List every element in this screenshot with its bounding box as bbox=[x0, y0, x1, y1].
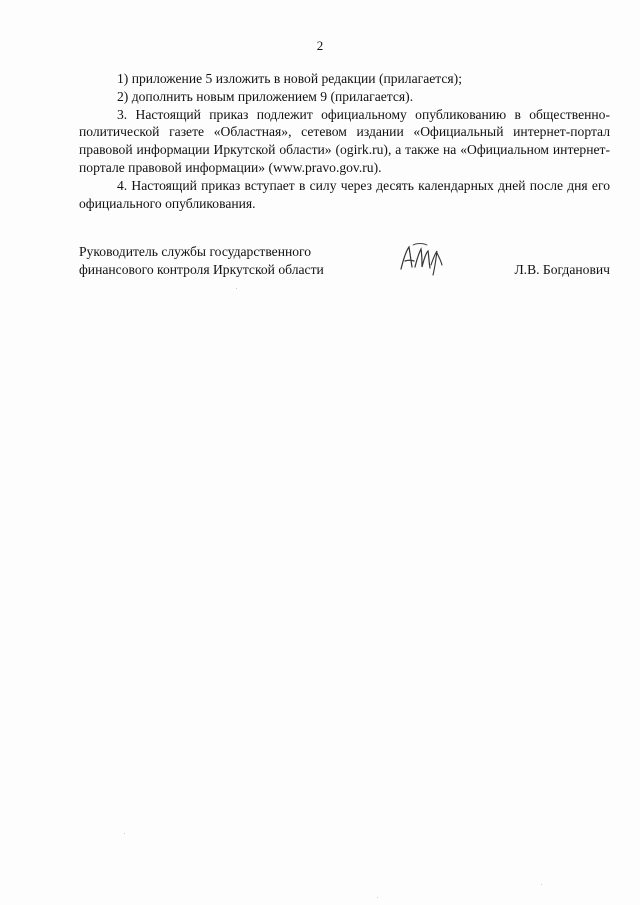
paragraph-item-1: 1) приложение 5 изложить в новой редакции (прилагается); bbox=[117, 71, 462, 86]
scan-speck bbox=[124, 833, 125, 834]
signatory-title bbox=[79, 243, 324, 279]
paragraph-publication: 3. Настоящий приказ подлежит официальному опубликованию в общественно-политической газете «Областная», сетевом издании «Официальный интернет-портал правовой информации Иркутской области» (ogirk.ru), а также на «Официальном интернет-портале правовой информации» (www.pravo.gov.ru). bbox=[79, 106, 610, 175]
document-body bbox=[79, 70, 610, 212]
scan-speck bbox=[541, 884, 542, 885]
signatory-title-line-2: финансового контроля Иркутской области bbox=[79, 262, 324, 277]
scan-speck bbox=[377, 897, 378, 898]
scan-speck bbox=[236, 288, 237, 289]
signatory-name: Л.В. Богданович bbox=[514, 262, 610, 277]
page-number: 2 bbox=[316, 38, 324, 53]
signature-block bbox=[79, 243, 610, 283]
paragraph-effective-date: 4. Настоящий приказ вступает в силу через десять календарных дней после дня его официального опубликования. bbox=[79, 177, 610, 211]
signatory-title-line-1: Руководитель службы государственного bbox=[79, 244, 312, 259]
handwritten-signature bbox=[395, 239, 447, 279]
paragraph-item-2: 2) дополнить новым приложением 9 (прилагается). bbox=[117, 88, 414, 104]
